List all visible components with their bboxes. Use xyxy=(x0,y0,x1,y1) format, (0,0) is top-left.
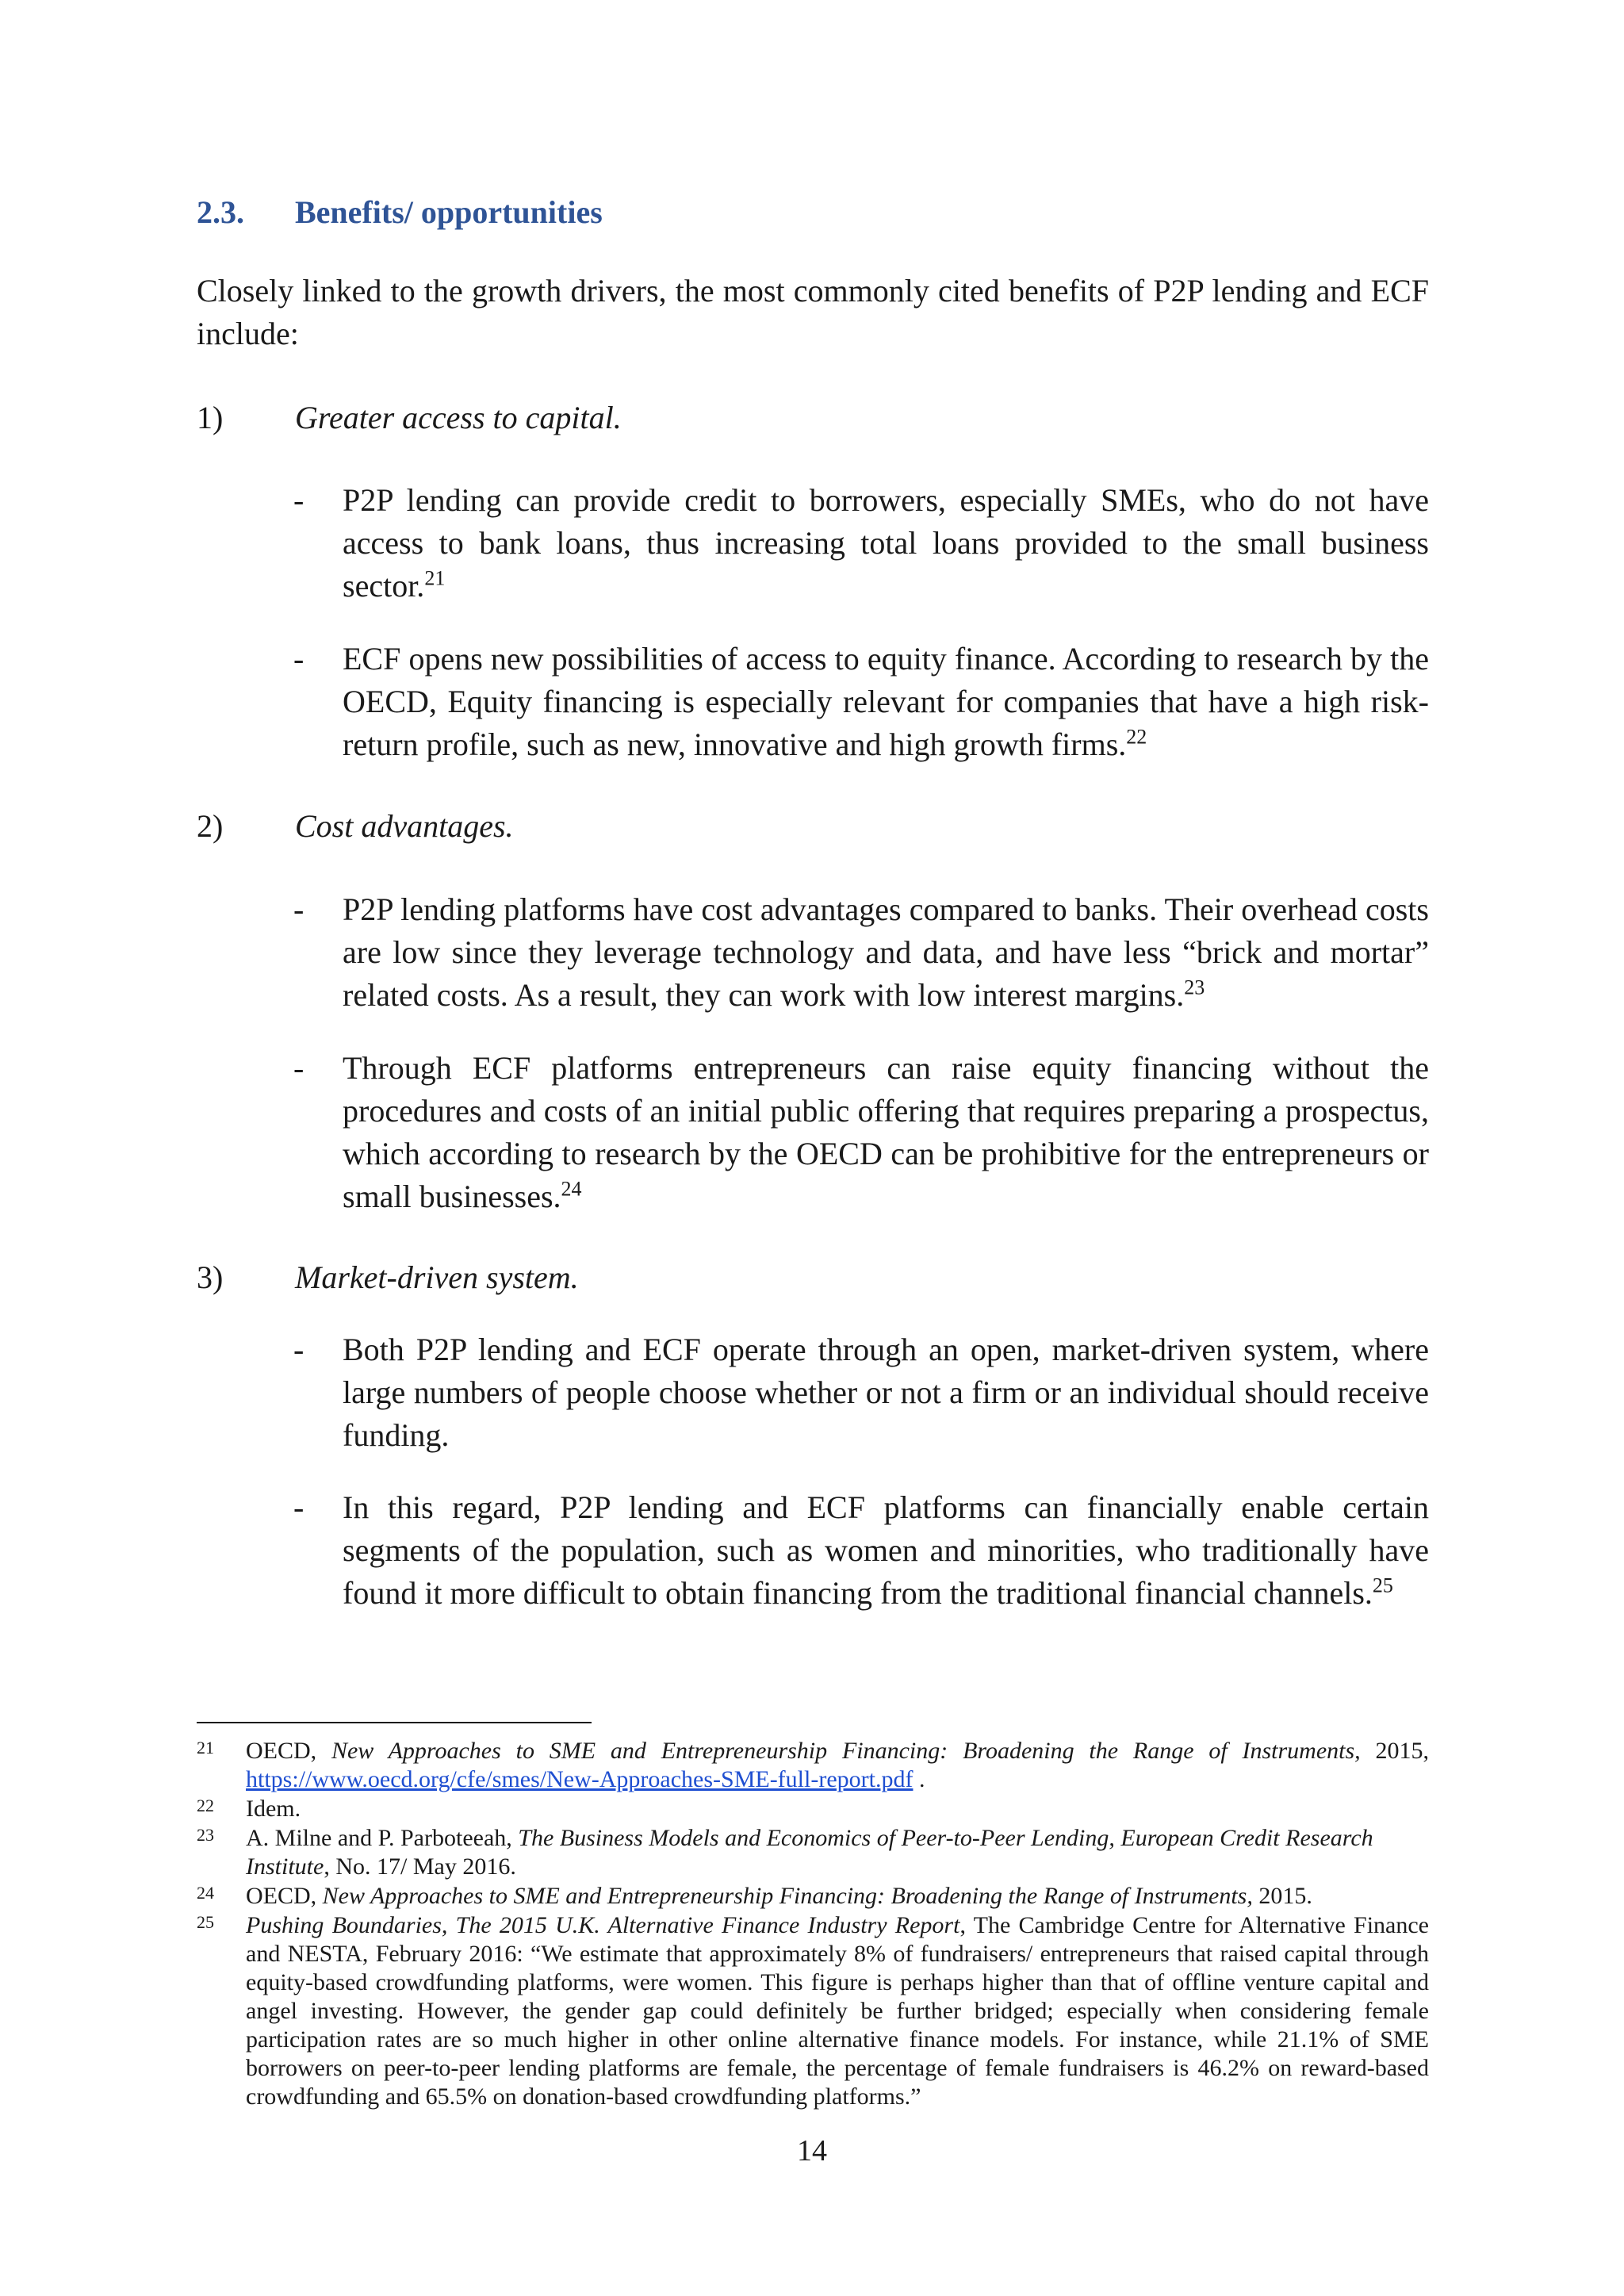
footnote-title: The Business Models and Economics of Peer-to-Peer Lending, European Credit Research Institute xyxy=(246,1825,1373,1880)
bullet-dash: - xyxy=(293,891,304,927)
footnote-number: 23 xyxy=(197,1825,214,1845)
footnote-title: Pushing Boundaries, The 2015 U.K. Alternative Finance Industry Report xyxy=(246,1912,960,1938)
footnote-ref[interactable]: 24 xyxy=(561,1177,582,1201)
footnote-number: 22 xyxy=(197,1796,214,1815)
footnote-text: Idem. xyxy=(246,1796,301,1822)
bullet-paragraph xyxy=(293,888,1429,1017)
footnote-23 xyxy=(197,1824,1429,1881)
footnote-text: 2015. xyxy=(1252,1883,1312,1909)
bullet-text: In this regard, P2P lending and ECF platforms can financially enable certain segments of the population, such as women and minorities, who traditionally have found it more difficult to obtain financing from the traditional financial channels. xyxy=(343,1489,1429,1611)
footnote-text: OECD, xyxy=(246,1883,323,1909)
bullet-dash: - xyxy=(293,482,304,518)
footnote-number: 21 xyxy=(197,1738,214,1757)
footnote-text: , The Cambridge Centre for Alternative Finance and NESTA, February 2016: “We estimate that approximately 8% of fundraisers/ entrepreneurs that raised capital through equity-based crowdfunding platforms, were women. This figure is perhaps higher than that of offline venture capital and angel investing. However, the gender gap could definitely be further bridged; especially when considering female participation rates are so much higher in other online alternative finance models. For instance, while 21.1% of SME borrowers on peer-to-peer lending platforms are female, the percentage of female fundraisers is 46.2% on reward-based crowdfunding and 65.5% on donation-based crowdfunding platforms.” xyxy=(246,1912,1429,2110)
footnote-ref[interactable]: 21 xyxy=(424,566,446,590)
bullet-text: ECF opens new possibilities of access to equity finance. According to research by the OECD, Equity financing is especially relevant for companies that have a high risk-return profile, such as new, innovative and high growth firms. xyxy=(343,641,1429,762)
bullet-paragraph xyxy=(293,638,1429,766)
section-title: Benefits/ opportunities xyxy=(295,194,603,230)
list-item-title: Market-driven system. xyxy=(295,1259,579,1295)
footnote-text: OECD, xyxy=(246,1738,331,1764)
section-heading xyxy=(197,190,603,235)
bullet-text: P2P lending can provide credit to borrowers, especially SMEs, who do not have access to bank loans, thus increasing total loans provided to the small business sector. xyxy=(343,482,1429,604)
list-item-number: 3) xyxy=(197,1259,224,1295)
bullet-text: P2P lending platforms have cost advantages compared to banks. Their overhead costs are low since they leverage technology and data, and have less “brick and mortar” related costs. As a result, they can work with low interest margins. xyxy=(343,891,1429,1013)
footnote-title: New Approaches to SME and Entrepreneurship Financing: Broadening the Range of Instruments, xyxy=(331,1738,1361,1764)
footnote-divider xyxy=(197,1722,592,1723)
bullet-paragraph xyxy=(293,479,1429,608)
list-item-number: 2) xyxy=(197,808,224,844)
list-item-number: 1) xyxy=(197,400,224,435)
footnote-22 xyxy=(197,1795,1429,1823)
footnote-ref[interactable]: 23 xyxy=(1184,976,1205,999)
footnote-number: 25 xyxy=(197,1912,214,1932)
footnote-21 xyxy=(197,1737,1429,1794)
bullet-dash: - xyxy=(293,641,304,677)
footnote-text: . xyxy=(913,1766,925,1792)
bullet-paragraph xyxy=(293,1486,1429,1615)
list-item-1 xyxy=(197,397,1429,439)
list-item-title: Cost advantages. xyxy=(295,808,514,844)
bullet-paragraph xyxy=(293,1047,1429,1218)
list-item-2 xyxy=(197,805,1429,848)
bullet-paragraph xyxy=(293,1328,1429,1457)
footnote-text: A. Milne and P. Parboteeah, xyxy=(246,1825,519,1851)
footnote-link[interactable]: https://www.oecd.org/cfe/smes/New-Approaches-SME-full-report.pdf xyxy=(246,1766,914,1792)
footnote-title: New Approaches to SME and Entrepreneurship Financing: Broadening the Range of Instruments, xyxy=(322,1883,1253,1909)
footnote-text: 2015, xyxy=(1360,1738,1429,1764)
footnote-24 xyxy=(197,1882,1429,1911)
footnote-ref[interactable]: 25 xyxy=(1372,1573,1393,1597)
bullet-dash: - xyxy=(293,1332,304,1367)
footnote-number: 24 xyxy=(197,1883,214,1903)
bullet-dash: - xyxy=(293,1489,304,1525)
footnotes xyxy=(197,1737,1429,2112)
bullet-text: Through ECF platforms entrepreneurs can raise equity financing without the procedures and costs of an initial public offering that requires preparing a prospectus, which according to research by the OECD can be prohibitive for the entrepreneurs or small businesses. xyxy=(343,1050,1429,1214)
list-item-title: Greater access to capital. xyxy=(295,400,622,435)
page-number: 14 xyxy=(797,2134,827,2168)
bullet-text: Both P2P lending and ECF operate through an open, market-driven system, where large numbers of people choose whether or not a firm or an individual should receive funding. xyxy=(343,1332,1429,1453)
bullet-dash: - xyxy=(293,1050,304,1086)
footnote-25 xyxy=(197,1911,1429,2111)
footnote-ref[interactable]: 22 xyxy=(1126,725,1147,749)
list-item-3 xyxy=(197,1256,1429,1299)
intro-paragraph: Closely linked to the growth drivers, the most commonly cited benefits of P2P lending and ECF include: xyxy=(197,273,1429,351)
footnote-text: , No. 17/ May 2016. xyxy=(324,1853,516,1880)
section-number: 2.3. xyxy=(197,194,244,230)
